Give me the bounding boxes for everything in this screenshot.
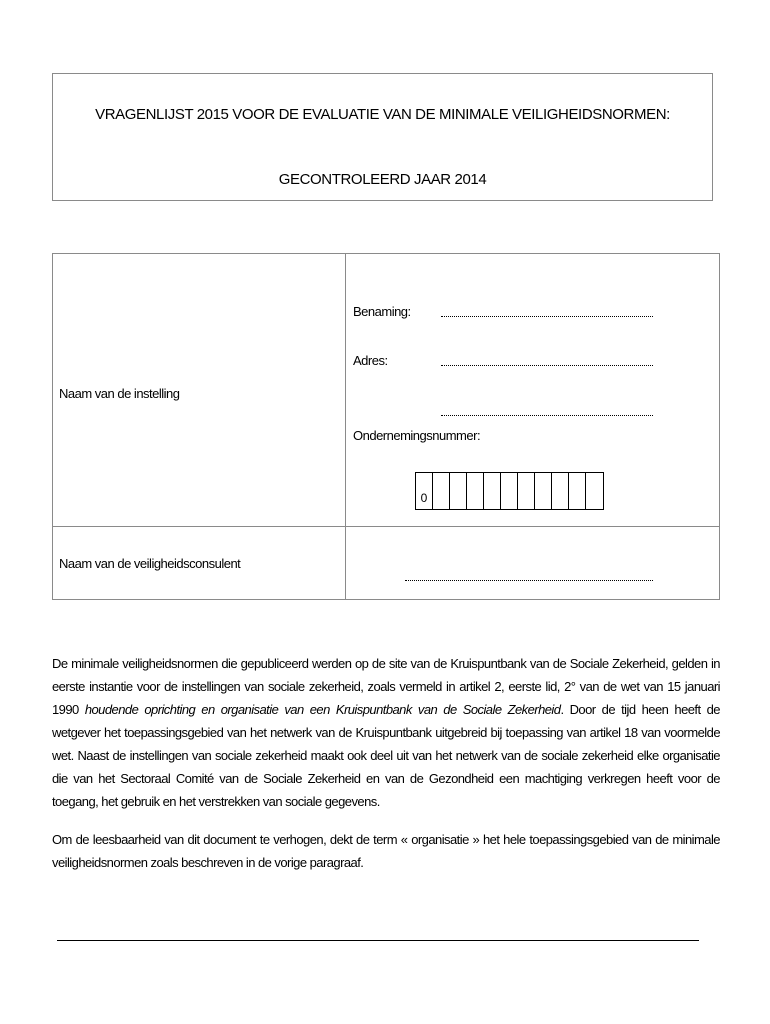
company-number-digit[interactable]: [484, 473, 501, 509]
company-number-digit[interactable]: [433, 473, 450, 509]
company-number-digit[interactable]: [586, 473, 603, 509]
company-number-digit[interactable]: [467, 473, 484, 509]
title-box: [52, 73, 713, 201]
intro-paragraph-part1: De minimale veiligheidsnormen die gepubliceerd werden op de site van de Kruispuntbank van de Sociale Zekerheid, gelden in eerste instantie voor de instellingen van sociale zekerheid, zoals vermeld in artikel 2, eerste lid, 2° van de wet van 15 januari 1990: [52, 656, 720, 717]
intro-paragraph-part2: . Door de tijd heen heeft de wetgever het toepassingsgebied van het netwerk van de Kruispuntbank uitgebreid bij toepassing van artikel 18 van voormelde wet. Naast de instellingen van sociale zekerheid maakt ook deel uit van het netwerk van de sociale zekerheid elke organisatie die van het Sectoraal Comité van de Sociale Zekerheid en van de Gezondheid een machtiging verkregen heeft voor de toegang, het gebruik en het verstrekken van sociale gegevens.: [52, 702, 720, 809]
company-number-digit[interactable]: [518, 473, 535, 509]
footer-rule: [57, 940, 699, 941]
consultant-field[interactable]: [405, 580, 653, 581]
table-column-divider: [345, 254, 346, 599]
company-number-digit[interactable]: [552, 473, 569, 509]
company-number-label: Ondernemingsnummer:: [353, 428, 481, 443]
table-row-divider: [53, 526, 719, 527]
company-number-digit[interactable]: [450, 473, 467, 509]
address-label: Adres:: [353, 353, 388, 368]
address-field-line1[interactable]: [441, 365, 653, 366]
company-number-field[interactable]: [415, 472, 604, 510]
address-field-line2[interactable]: [441, 415, 653, 416]
company-number-digit[interactable]: 0: [416, 473, 433, 509]
readability-paragraph: Om de leesbaarheid van dit document te verhogen, dekt de term « organisatie » het hele toepassingsgebied van de minimale veiligheidsnormen zoals beschreven in de vorige paragraaf.: [52, 832, 720, 870]
name-label: Benaming:: [353, 304, 411, 319]
intro-paragraph-law-title: houdende oprichting en organisatie van een Kruispuntbank van de Sociale Zekerheid: [84, 702, 561, 717]
institution-info-table: [52, 253, 720, 600]
company-number-digit[interactable]: [535, 473, 552, 509]
intro-paragraph: [52, 652, 720, 813]
document-subtitle: GECONTROLEERD JAAR 2014: [278, 171, 487, 188]
company-number-digit[interactable]: [501, 473, 518, 509]
name-field[interactable]: [441, 316, 653, 317]
institution-label: Naam van de instelling: [59, 386, 180, 401]
consultant-label: Naam van de veiligheidsconsulent: [59, 556, 241, 571]
company-number-digit[interactable]: [569, 473, 586, 509]
document-title: VRAGENLIJST 2015 VOOR DE EVALUATIE VAN DE MINIMALE VEILIGHEIDSNORMEN:: [95, 106, 670, 123]
